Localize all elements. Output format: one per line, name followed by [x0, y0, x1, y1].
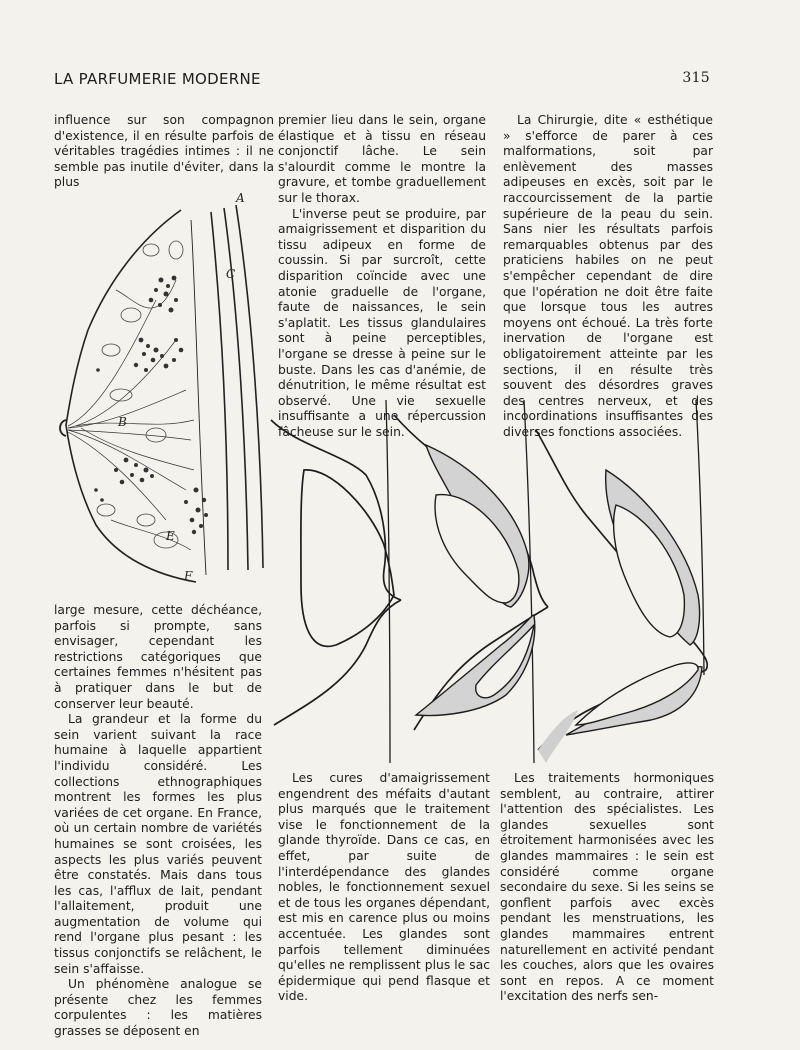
- figure-label-e: E: [166, 529, 175, 543]
- column-1-bottom: [54, 603, 262, 1040]
- column-2-top: [278, 113, 486, 440]
- paragraph: influence sur son compagnon d'existence, il en résulte parfois de véritables tragédies intimes : il ne semble pas inutile d'éviter, dans la plus: [54, 113, 274, 190]
- paragraph: Les cures d'amaigrissement engendrent des méfaits d'autant plus marqués que le traitement vise le fonctionnement de la glande thyroïde. Dans ce cas, en effet, par suite de l'interdépendance des glandes nobles, le fonctionnement sexuel et de tous les organes dépendant, est mis en carence plus ou moins accentuée. Les glandes sont parfois tellement diminuées qu'elles ne remplissent plus le sac épidermique qui pend flasque et vide.: [278, 771, 490, 1004]
- figure-label-c: C: [226, 267, 236, 281]
- figure-label-b: B: [118, 415, 127, 429]
- column-3-bottom: [500, 771, 714, 1005]
- figure-label-f: F: [184, 569, 193, 583]
- breast-anatomy-figure: [56, 190, 268, 590]
- paragraph: L'inverse peut se produire, par amaigrissement et disparition du tissu adipeux en forme de coussin. Si par surcroît, cette disparition coïncide avec une atonie graduelle de l'organe, faute de naissances, le sein s'aplatit. Les tissus glandulaires sont à peine perceptibles, l'organe se dresse à peine sur le buste. Dans les cas d'anémie, de dénutrition, le même résultat est observé. Une vie sexuelle insuffisante a une répercussion fâcheuse sur le sein.: [278, 206, 486, 439]
- figure-label-a: A: [236, 191, 245, 205]
- paragraph: Un phénomène analogue se présente chez les femmes corpulentes : les matières grasses se déposent en: [54, 977, 262, 1039]
- paragraph: La grandeur et la forme du sein varient suivant la race humaine à laquelle appartient l'individu considéré. Les collections ethnographiques montrent les formes les plus variées de cet organe. En France, où un certain nombre de variétés humaines se sont croisées, les aspects les plus variés peuvent être constatés. Mais dans tous les cas, l'afflux de lait, pendant l'allaitement, produit une augmentation de volume qui rend l'organe plus pesant : les tissus conjonctifs se relâchent, le sein s'affaisse.: [54, 712, 262, 976]
- page-number: 315: [682, 70, 710, 86]
- paragraph: large mesure, cette déchéance, parfois si prompte, sans envisager, cependant les restrictions catégoriques que certaines femmes n'hésitent pas à pratiquer dans le but de conserver leur beauté.: [54, 603, 262, 711]
- column-3-top: [503, 113, 713, 440]
- journal-title: LA PARFUMERIE MODERNE: [54, 70, 261, 88]
- paragraph: La Chirurgie, dite « esthétique » s'efforce de parer à ces malformations, soit par enlèvement des masses adipeuses en excès, soit par le raccourcissement de la partie supérieure de la peau du sein. Sans nier les résultats parfois remarquables obtenus par des praticiens habiles on ne peut s'empêcher cependant de dire que l'opération ne doit être faite que lorsque tous les autres moyens ont échoué. La très forte inervation de l'organe est obligatoirement atteinte par les sections, il en résulte très souvent des désordres graves des centres nerveux, et des incoordinations insuffisantes des diverses fonctions associées.: [503, 113, 713, 439]
- paragraph: premier lieu dans le sein, organe élastique et à tissu en réseau conjonctif lâche. Le sein s'alourdit comme le montre la gravure, et tombe graduellement sur le thorax.: [278, 113, 486, 205]
- column-2-bottom: [278, 771, 490, 1005]
- breast-profile-diagrams: [266, 395, 726, 765]
- column-1-top: [54, 113, 274, 191]
- paragraph: Les traitements hormoniques semblent, au contraire, attirer l'attention des spécialistes. Les glandes sexuelles sont étroitement harmonisées avec les glandes mammaires : le sein est considéré comme organe secondaire du sexe. Si les seins se gonflent parfois avec excès pendant les menstruations, les glandes mammaires entrent naturellement en activité pendant les couches, alors que les ovaires sont en repos. A ce moment l'excitation des nerfs sen-: [500, 771, 714, 1004]
